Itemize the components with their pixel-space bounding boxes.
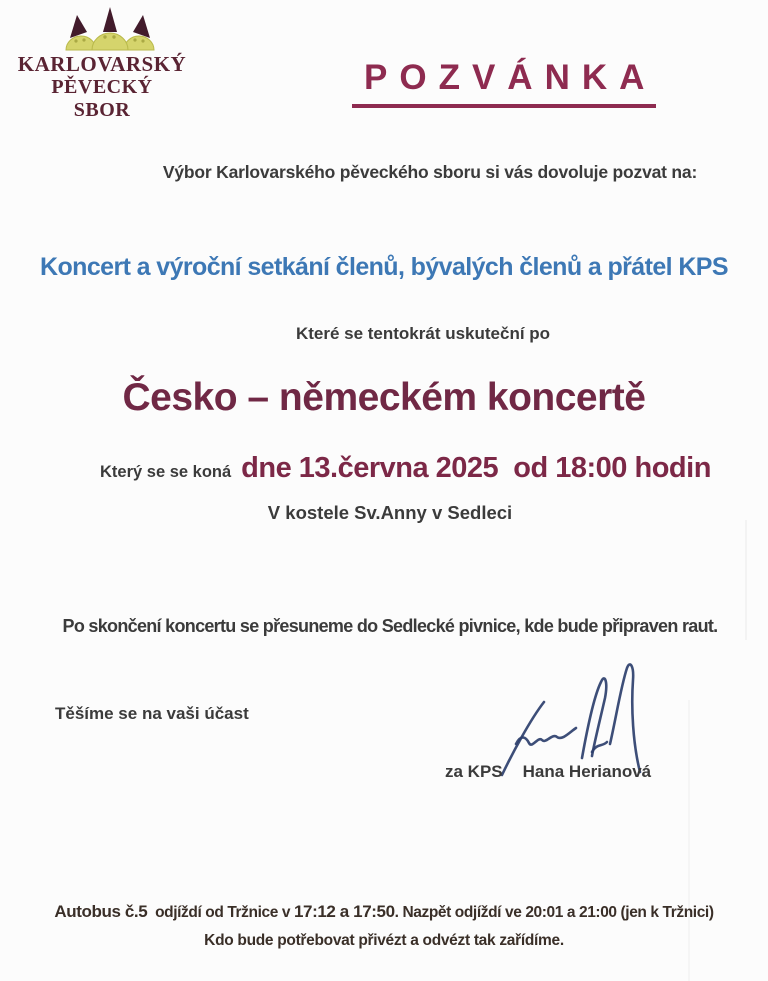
bus-departure-text: odjíždí od Tržnice v [147,904,294,921]
signature-on-behalf: za KPS [445,762,503,781]
choir-name-line-1: KARLOVARSKÝ [17,52,187,76]
closing-line: Těšíme se na vaši účast [55,704,249,723]
bus-number: Autobus č.5 [54,902,148,921]
scan-streak [745,520,747,640]
page-title: POZVÁNKA [352,58,656,108]
venue-line: V kostele Sv.Anny v Sedleci [267,502,513,523]
subline: Které se tentokrát uskuteční po [295,324,551,343]
after-party-line: Po skončení koncertu se přesuneme do Sedlecké pivnice, kde bude připraven raut. [62,616,718,636]
choir-name [8,53,196,122]
event-heading: Koncert a výroční setkání členů, bývalých členů a přátel KPS [40,253,728,281]
scan-streak [688,700,690,981]
title-block [352,58,657,108]
choir-crown-icon [64,7,156,51]
transport-offer-line: Kdo bude potřebovat přivézt a odvézt tak zařídíme. [204,932,564,949]
bus-info-line [0,902,768,922]
choir-name-line-3: SBOR [73,99,131,121]
signature-caption [445,762,651,782]
bus-return-text: . Nazpět odjíždí ve 20:01 a 21:00 (jen k Tržnici) [394,904,714,921]
date-prefix: Který se se koná [100,463,232,481]
date-highlight: dne 13.června 2025 od 18:00 hodin [241,452,711,484]
signature-name: Hana Herianová [522,762,652,781]
date-line [100,452,720,485]
bus-departure-times: 17:12 a 17:50 [293,902,395,921]
choir-name-line-2: PĚVECKÝ [51,76,153,98]
concert-heading: Česko – německém koncertě [122,376,646,419]
intro-line: Výbor Karlovarského pěveckého sboru si vás dovoluje pozvat na: [162,162,698,182]
